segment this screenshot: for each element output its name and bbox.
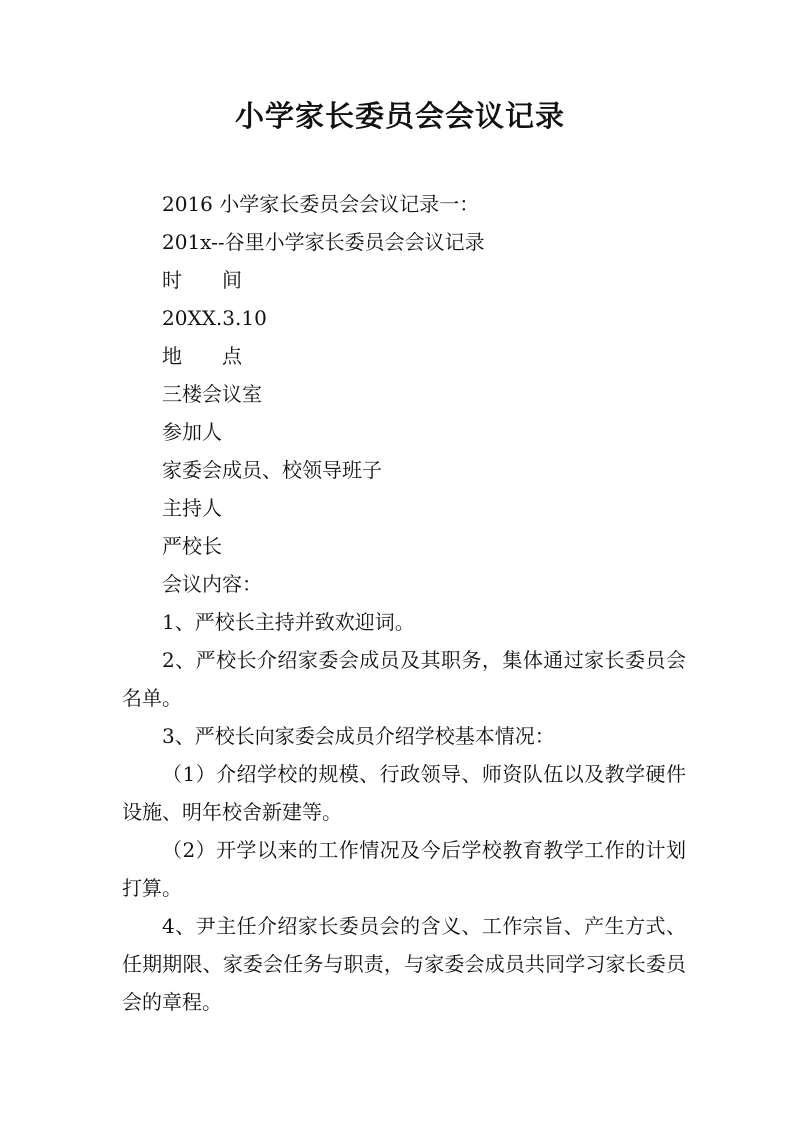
label-attendees: 参加人 [162, 420, 222, 444]
agenda-item-4: 4、尹主任介绍家长委员会的含义、工作宗旨、产生方式、任期期限、家委会任务与职责，与家委会成员共同学习家长委员会的章程。 [122, 914, 686, 1014]
value-location: 三楼会议室 [162, 382, 262, 406]
label-host: 主持人 [162, 496, 222, 520]
agenda-item-1: 1、严校长主持并致欢迎词。 [162, 610, 415, 634]
label-time: 时 间 [162, 268, 242, 292]
document-title: 小学家长委员会会议记录 [234, 99, 565, 133]
agenda-subitem-1: （1）介绍学校的规模、行政领导、师资队伍以及教学硬件设施、明年校舍新建等。 [122, 762, 686, 824]
agenda-item-2: 2、严校长介绍家委会成员及其职务，集体通过家长委员会名单。 [122, 648, 686, 710]
value-time: 20XX.3.10 [162, 306, 267, 330]
value-host: 严校长 [162, 534, 222, 558]
document-body [122, 185, 686, 1021]
value-attendees: 家委会成员、校领导班子 [162, 458, 382, 482]
label-meeting-content: 会议内容： [162, 572, 262, 596]
paragraph-intro: 2016 小学家长委员会会议记录一： [162, 192, 480, 216]
paragraph-record-heading: 201x--谷里小学家长委员会会议记录 [162, 230, 485, 254]
label-location: 地 点 [162, 344, 242, 368]
agenda-subitem-2: （2）开学以来的工作情况及今后学校教育教学工作的计划打算。 [122, 838, 686, 900]
agenda-item-3: 3、严校长向家委会成员介绍学校基本情况： [162, 724, 555, 748]
